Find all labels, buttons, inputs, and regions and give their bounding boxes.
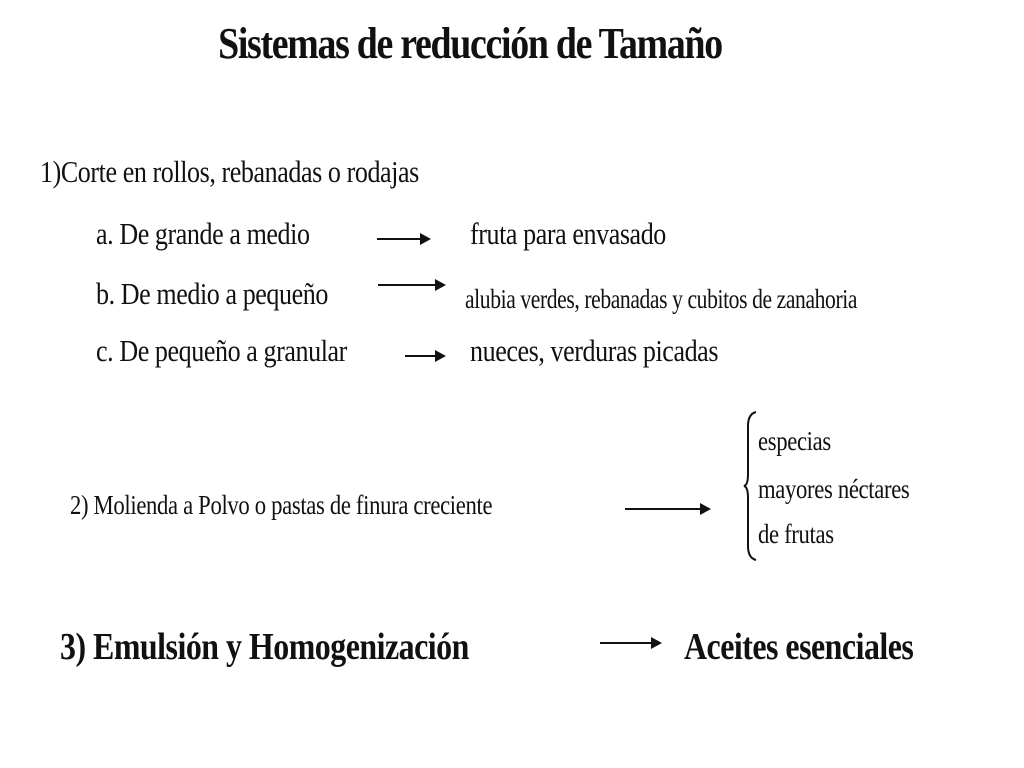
section-1-item-a-result: fruta para envasado — [470, 216, 666, 251]
section-1-item-b-result: alubia verdes, rebanadas y cubitos de zanahoria — [465, 284, 858, 314]
arrow-right-icon — [377, 238, 427, 240]
arrow-right-icon — [600, 642, 658, 644]
section-1-item-c-result: nueces, verduras picadas — [470, 333, 719, 368]
section-1-item-c-label: c. De pequeño a granular — [96, 333, 347, 368]
section-1-heading: 1)Corte en rollos, rebanadas o rodajas — [40, 154, 419, 189]
section-1-item-a-label: a. De grande a medio — [96, 216, 310, 251]
section-2-text: 2) Molienda a Polvo o pastas de finura creciente — [70, 490, 493, 520]
section-3-result: Aceites esenciales — [684, 626, 914, 668]
section-1-item-b-label: b. De medio a pequeño — [96, 276, 328, 311]
section-3-text: 3) Emulsión y Homogenización — [60, 626, 469, 668]
slide-title: Sistemas de reducción de Tamaño — [218, 19, 722, 68]
section-2-result-item: de frutas — [758, 519, 834, 549]
section-2-result-item: mayores néctares — [758, 474, 910, 504]
arrow-right-icon — [625, 508, 707, 510]
section-2-result-item: especias — [758, 426, 831, 456]
arrow-right-icon — [405, 355, 442, 357]
arrow-right-icon — [378, 284, 442, 286]
